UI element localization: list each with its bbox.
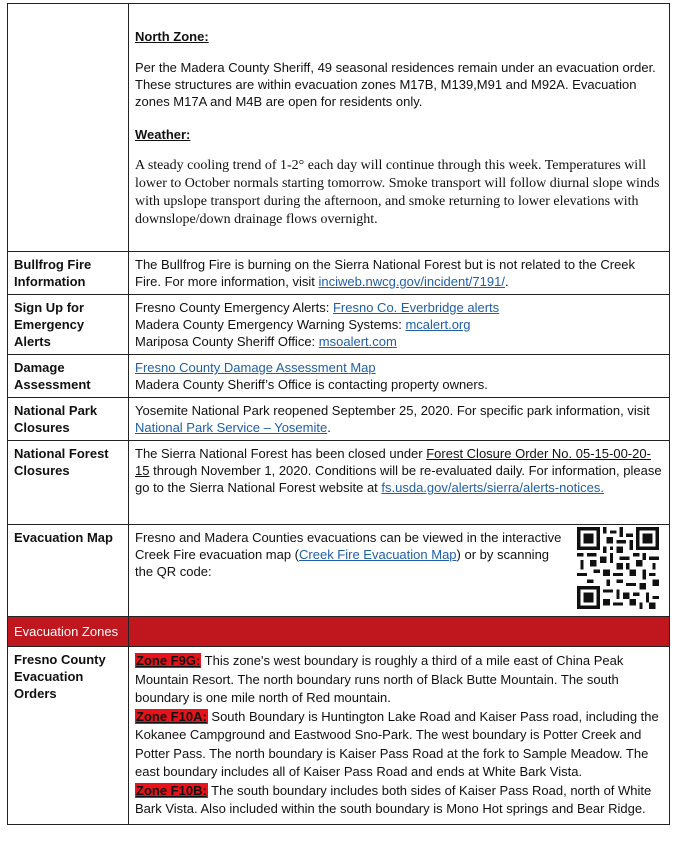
park-text: Yosemite National Park reopened September 25, 2020. For specific park information, visit [135,403,650,418]
park-cell [129,398,670,441]
zone-f10b-tag: Zone F10B: [136,782,207,798]
north-zone-text: Per the Madera County Sheriff, 49 seasonal residences remain under an evacuation order. These structures are within evacuation zones M17B, M139,M91 and M92A. Evacuation zones M17A and M4B are open for residents only. [135,60,656,109]
park-label: National Park Closures [8,398,129,441]
fresno-alerts-text: Fresno County Emergency Alerts: [135,300,333,315]
forest-text-2: through November 1, 2020. Conditions will be re-evaluated daily. For information, please go to the Sierra National Forest website at [135,463,662,495]
damage-text: Madera County Sheriff’s Office is contacting property owners. [135,377,488,392]
zone-f10a-text: South Boundary is Huntington Lake Road and Kaiser Pass road, including the Kokanee Campground and Eastwood Sno-Park. The west boundary is Potter Creek and Potter Pass. The north boundary is Kaiser Pass Road at the fork to Sample Meadow. The east boundary includes all of Kaiser Pass Road and ends at White Bark Vista. [135,708,659,779]
fresno-orders-label: Fresno County Evacuation Orders [8,647,129,825]
msoalert-link[interactable]: msoalert.com [318,334,397,349]
damage-map-link[interactable]: Fresno County Damage Assessment Map [135,360,376,375]
forest-closure-order: Forest Closure Order No. 05-15-00-20-15 [135,446,651,478]
bullfrog-label: Bullfrog Fire Information [8,252,129,295]
zone-f10a-tag: Zone F10A: [136,708,207,724]
signup-row [8,295,670,355]
zone-f10b-text: The south boundary includes both sides of Kaiser Pass Road, north of White Bark Vista. Also included within the south boundary is Mono Hot springs and Bear Ridge. [135,782,652,816]
forest-cell [129,441,670,525]
inciweb-link[interactable]: inciweb.nwcg.gov/incident/7191/ [318,274,505,289]
fresno-orders-cell [129,647,670,825]
evac-map-cell [129,525,670,617]
everbridge-link[interactable]: Fresno Co. Everbridge alerts [332,300,500,315]
park-row [8,398,670,441]
evac-map-text-1: Fresno and Madera Counties evacuations can be viewed in the interactive Creek Fire evacuation map ( [135,530,562,562]
nps-yosemite-link[interactable]: National Park Service – Yosemite [135,420,328,435]
evac-map-label: Evacuation Map [8,525,129,617]
signup-cell [129,295,670,355]
damage-row [8,355,670,398]
park-tail: . [327,420,331,435]
zone-f9g-tag: Zone F9G: [136,653,201,668]
info-table [7,3,670,825]
bullfrog-row [8,252,670,295]
weather-heading: Weather: [135,127,191,142]
forest-label: National Forest Closures [8,441,129,525]
forest-alerts-link[interactable]: fs.usda.gov/alerts/sierra/alerts-notices. [381,480,604,495]
north-zone-heading: North Zone: [135,29,209,44]
evac-zones-header: Evacuation Zones [8,617,129,647]
zone-f9g-text: This zone's west boundary is roughly a third of a mile east of China Peak Mountain Resort. The north boundary runs north of Black Butte Mountain. The south boundary is one mile north of Red mountain. [135,653,624,705]
north-zone-cell [129,4,670,252]
mariposa-alerts-text: Mariposa County Sheriff Office: [135,334,319,349]
mcalert-link[interactable]: mcalert.org [405,317,471,332]
weather-text: A steady cooling trend of 1-2° each day will continue through this week. Temperatures will lower to October normals starting tomorrow. Smoke transport will follow diurnal slope winds with upslope transport during the afternoon, and smoke returning to lower elevations with downslope/down drainage flows overnight. [135,158,660,227]
madera-alerts-text: Madera County Emergency Warning Systems: [135,317,406,332]
signup-label: Sign Up for Emergency Alerts [8,295,129,355]
evac-zones-header-row [8,617,670,647]
forest-text-1: The Sierra National Forest has been closed under [135,446,427,461]
evac-zones-header-fill [129,617,670,647]
creek-fire-map-link[interactable]: Creek Fire Evacuation Map [299,547,457,562]
fresno-orders-row [8,647,670,825]
bullfrog-cell [129,252,670,295]
bullfrog-tail: . [504,274,509,289]
evac-map-text-2: ) or by scanning the QR code: [135,547,550,579]
north-zone-row [8,4,670,252]
damage-label: Damage Assessment [8,355,129,398]
bullfrog-text: The Bullfrog Fire is burning on the Sierra National Forest but is not related to the Creek Fire. For more information, visit [135,257,636,289]
evac-map-row [8,525,670,617]
qr-code-icon[interactable] [577,527,659,609]
damage-cell [129,355,670,398]
forest-row [8,441,670,525]
empty-label-cell [8,4,129,252]
